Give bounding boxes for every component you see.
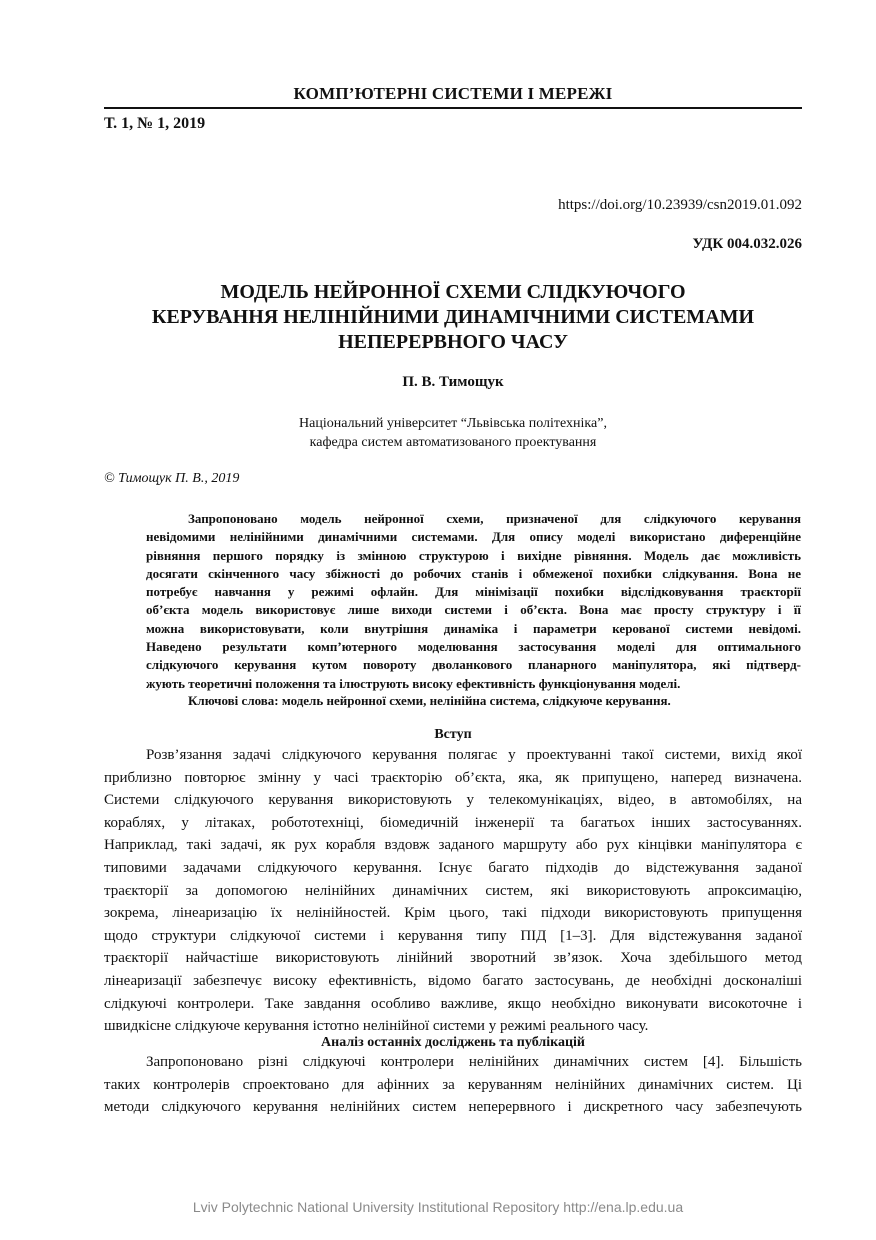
intro-paragraph [104, 744, 802, 1038]
abstract-line: жують теоретичні положення та ілюструють високу ефективність функціонування моделі. [146, 675, 681, 691]
doi-link[interactable]: https://doi.org/10.23939/csn2019.01.092 [558, 197, 802, 213]
body-line: Наприклад, такі задачі, як рух корабля вздовж заданого маршруту або рух кінцівки маніпулятора є [104, 837, 802, 854]
paper-title-line: НЕПЕРЕРВНОГО ЧАСУ [338, 331, 568, 353]
body-line: щодо структури слідкуючої системи і керування типу ПІД [1–3]. Для відстежування заданої [104, 927, 802, 944]
repository-footer: Lviv Polytechnic National University Institutional Repository http://ena.lp.edu.ua [192, 1199, 684, 1215]
paper-title-line: КЕРУВАННЯ НЕЛІНІЙНИМИ ДИНАМІЧНИМИ СИСТЕМАМИ [151, 306, 755, 328]
body-line: приблизно повторює змінну у часі траєкторію об’єкта, яка, як припущено, наперед визначена. [104, 769, 802, 786]
body-line: слідкуючі контролери. Таке завдання особливо важливе, якщо необхідно виконувати високоточне і [104, 995, 802, 1012]
abstract-line: слідкуючого керування кутом повороту дволанкового планарного маніпулятора, які підтверд- [146, 657, 801, 673]
author: П. В. Тимощук [402, 374, 504, 390]
analysis-paragraph [104, 1051, 802, 1119]
abstract-line: невідомими нелінійними динамічними системами. Для опису моделі використано диференційне [146, 529, 801, 545]
journal-title: КОМП’ЮТЕРНІ СИСТЕМИ І МЕРЕЖІ [293, 84, 613, 103]
copyright: © Тимощук П. В., 2019 [104, 471, 240, 486]
section-heading-analysis: Аналіз останніх досліджень та публікацій [321, 1035, 585, 1050]
body-line: типовими задачами слідкуючого керування. Існує багато підходів до відстежування заданої [104, 859, 802, 876]
body-line: Розв’язання задачі слідкуючого керування полягає у проектуванні такої системи, вихід якої [146, 747, 802, 763]
body-line: траєкторії за допомогою нелінійних динамічних систем, які використовують апроксимацію, [104, 882, 802, 899]
abstract-line: Наведено результати комп’ютерного моделювання застосування моделі для оптимального [146, 639, 801, 655]
body-line: швидкісне слідкуюче керування істотно нелінійної системи у режимі реального часу. [104, 1018, 649, 1035]
abstract-line: Запропоновано модель нейронної схеми, призначеної для слідкуючого керування [188, 511, 801, 526]
paper-title-line: МОДЕЛЬ НЕЙРОННОЇ СХЕМИ СЛІДКУЮЧОГО [220, 281, 686, 303]
body-line: траєкторії найчастіше використовують лінійний зворотний зв’язок. Хоча здебільшого метод [104, 950, 802, 967]
udc-code: УДК 004.032.026 [692, 236, 802, 252]
paper-title [104, 280, 802, 355]
affiliation [104, 414, 802, 452]
body-line: методи слідкуючого керування нелінійних систем неперервного і дискретного часу забезпечують [104, 1099, 802, 1116]
body-line: Запропоновано різні слідкуючі контролери нелінійних динамічних систем [4]. Більшість [146, 1054, 802, 1070]
body-line: кораблях, у літаках, робототехніці, біомедичній інженерії та багатьох інших застосуваннях. [104, 814, 802, 831]
issue-info: Т. 1, № 1, 2019 [104, 115, 206, 132]
abstract-line: досягати скінченного часу збіжності до робочих станів і обмеженої похибки слідкування. Вона не [146, 565, 801, 581]
abstract [146, 510, 801, 693]
section-heading-intro: Вступ [434, 727, 472, 742]
abstract-line: можна використовувати, коли внутрішня динаміка і параметри керованої системи невідомі. [146, 620, 801, 636]
abstract-line: рівняння першого порядку із змінною структурою і вихідне рівняння. Модель дає можливість [146, 547, 801, 563]
header-rule [104, 107, 802, 109]
affiliation-line: кафедра систем автоматизованого проектування [309, 435, 597, 450]
abstract-line: потребує навчання у режимі офлайн. Для мінімізації похибки відслідковування траєкторії [146, 584, 801, 600]
abstract-line: об’єкта модель використовує лише виходи системи і об’єкта. Вона має просту структуру і її [146, 602, 801, 618]
affiliation-line: Національний університет “Львівська політехніка”, [299, 416, 607, 431]
body-line: зокрема, лінеаризацію їх нелінійностей. Крім цього, такі підходи використовують припущення [104, 905, 802, 922]
body-line: Системи слідкуючого керування використовують у телекомунікаціях, відео, в автомобілях, на [104, 792, 802, 809]
keywords: Ключові слова: модель нейронної схеми, нелінійна система, слідкуюче керування. [188, 693, 671, 708]
body-line: лінеаризації забезпечує високу ефективність, відомо багато застосувань, де необхідні досконаліші [104, 972, 802, 989]
body-line: таких контролерів спроектовано для афінних за керуванням нелінійних динамічних систем. Ці [104, 1076, 802, 1093]
